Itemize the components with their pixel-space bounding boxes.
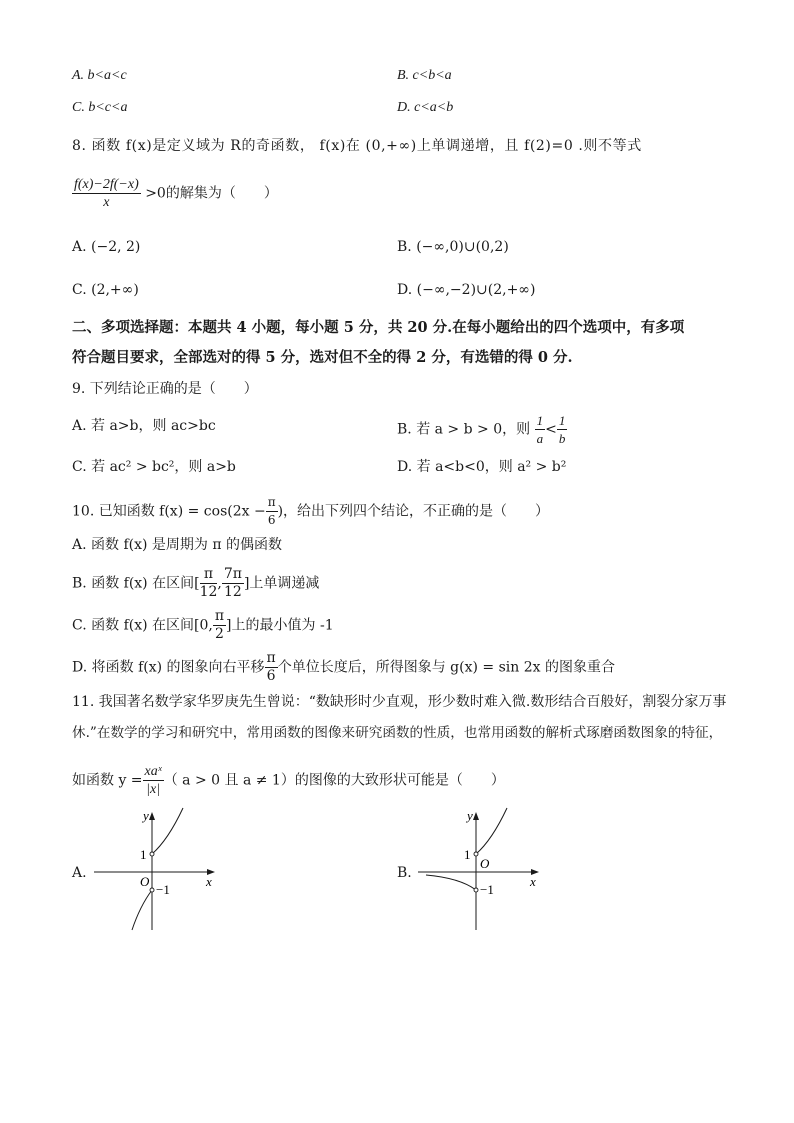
q10-option-a: A. 函数 f(x) 是周期为 π 的偶函数 [72,537,283,553]
tick-neg-one-label: −1 [156,882,170,897]
q9-option-a: A. 若 a>b，则 ac>bc [72,418,216,434]
open-point-1 [474,852,478,856]
q9-b-fraction-2 [557,412,568,447]
q11-option-b-graph [412,806,552,934]
q10-option-b [72,566,319,601]
q10-option-d-text: D. 将函数 f(x) 的图象向右平移 [72,659,265,676]
q10-fraction [266,494,278,529]
q10-option-b-text: B. 函数 f(x) 在区间[ [72,575,200,592]
q11-fraction [143,763,164,798]
q10-option-d-tail: 个单位长度后，所得图象与 g(x) = sin 2x 的图象重合 [277,659,615,676]
q7-option-b: B. c<b<a [397,68,452,83]
q10-c-fraction [213,608,226,643]
q9-b-fraction-1 [535,412,546,447]
q11-line3 [72,763,505,798]
q11-line3-tail: （ a > 0 且 a ≠ 1）的图像的大致形状可能是（ ） [163,772,505,789]
q8-fraction-numerator: f(x)−2f(−x) [74,177,139,192]
numerator: 1 [536,413,544,428]
denominator: 6 [267,513,276,527]
q9-option-b-text: B. 若 a > b > 0，则 [397,421,531,438]
origin-label: O [140,874,150,889]
numerator: π [200,566,218,584]
y-label: y [467,808,473,823]
q10-stem-text: 10. 已知函数 f(x) = cos(2x − [72,503,266,520]
q8-fraction [72,176,141,211]
q8-inequality [72,176,278,211]
q10-d-fraction [265,650,278,685]
tick-one-label: 1 [464,847,471,862]
open-point-neg1 [150,888,154,892]
q10-option-d [72,650,615,685]
tick-one-label: 1 [140,847,147,862]
q11-option-b-label: B. [397,865,412,881]
q10-option-c [72,608,334,643]
q7-option-d: D. c<a<b [397,100,454,115]
less-than: < [545,421,557,438]
denominator: 6 [266,668,276,684]
numerator: 7π [223,566,242,582]
denominator: a [536,431,544,446]
numerator: π [266,494,278,512]
q10-option-b-tail: ]上单调递减 [243,575,320,592]
open-point-neg1 [474,888,478,892]
x-label: x [530,874,536,889]
q10-stem [72,494,549,529]
section2-heading-line1: 二、多项选择题：本题共 4 小题，每小题 5 分，共 20 分.在每小题给出的四个选项中，有多项 [72,319,685,336]
q8-option-a: A. (−2, 2) [72,239,141,255]
q10-b-fraction-1 [200,566,218,601]
q11-line3-text: 如函数 y = [72,772,143,789]
numerator: π [214,608,225,624]
comma: , [217,575,222,592]
q11-line1: 11. 我国著名数学家华罗庚先生曾说：“数缺形时少直观，形少数时难入微.数形结合百般好，割裂分家万事 [72,694,727,710]
denominator: 12 [199,584,218,600]
q10-stem-tail: )，给出下列四个结论，不正确的是（ ） [277,503,550,520]
y-label: y [143,808,149,823]
q9-option-b [397,412,567,447]
q10-option-c-text: C. 函数 f(x) 在区间[0, [72,617,213,634]
curve-right [152,808,183,854]
denominator: b [558,431,566,446]
y-axis-arrow [473,812,479,820]
numerator: 1 [558,413,566,428]
tick-neg-one-label: −1 [480,882,494,897]
denominator: 12 [223,584,242,600]
q8-fraction-denominator: x [103,195,110,210]
q11-option-a-label: A. [72,865,87,881]
q8-option-d: D. (−∞,−2)∪(2,+∞) [397,282,536,298]
x-label: x [206,874,212,889]
denominator: 2 [214,626,224,642]
q8-option-b: B. (−∞,0)∪(0,2) [397,239,509,255]
y-axis-arrow [149,812,155,820]
section2-heading-line2: 符合题目要求，全部选对的得 5 分，选对但不全的得 2 分，有选错的得 0 分. [72,349,573,366]
origin-label: O [480,856,490,871]
q9-stem: 9. 下列结论正确的是（ ） [72,381,258,397]
numerator: π [266,650,276,666]
q8-stem: 8. 函数 f(x)是定义域为 R的奇函数， f(x)在 (0,+∞)上单调递增，且 f(2)=0 .则不等式 [72,138,642,154]
q8-option-c: C. (2,+∞) [72,282,139,298]
q9-option-d: D. 若 a<b<0，则 a² > b² [397,459,567,475]
q11-line2: 休.”在数学的学习和研究中，常用函数的图像来研究函数的性质，也常用函数的解析式琢磨函数图象的特征， [72,725,723,741]
q10-option-c-tail: ]上的最小值为 -1 [226,617,334,634]
q7-option-a: A. b<a<c [72,68,127,83]
curve-right [476,808,507,854]
q7-option-c: C. b<c<a [72,100,128,115]
curve-left [132,890,152,930]
open-point-1 [150,852,154,856]
q11-option-a-graph [88,806,228,934]
q9-option-c: C. 若 ac² > bc²，则 a>b [72,459,236,475]
q10-b-fraction-2 [222,566,244,601]
curve-left [426,875,476,890]
denominator: |x| [146,782,161,797]
q8-inequality-tail: >0的解集为（ ） [145,185,278,202]
numerator: xaˣ [144,764,162,779]
